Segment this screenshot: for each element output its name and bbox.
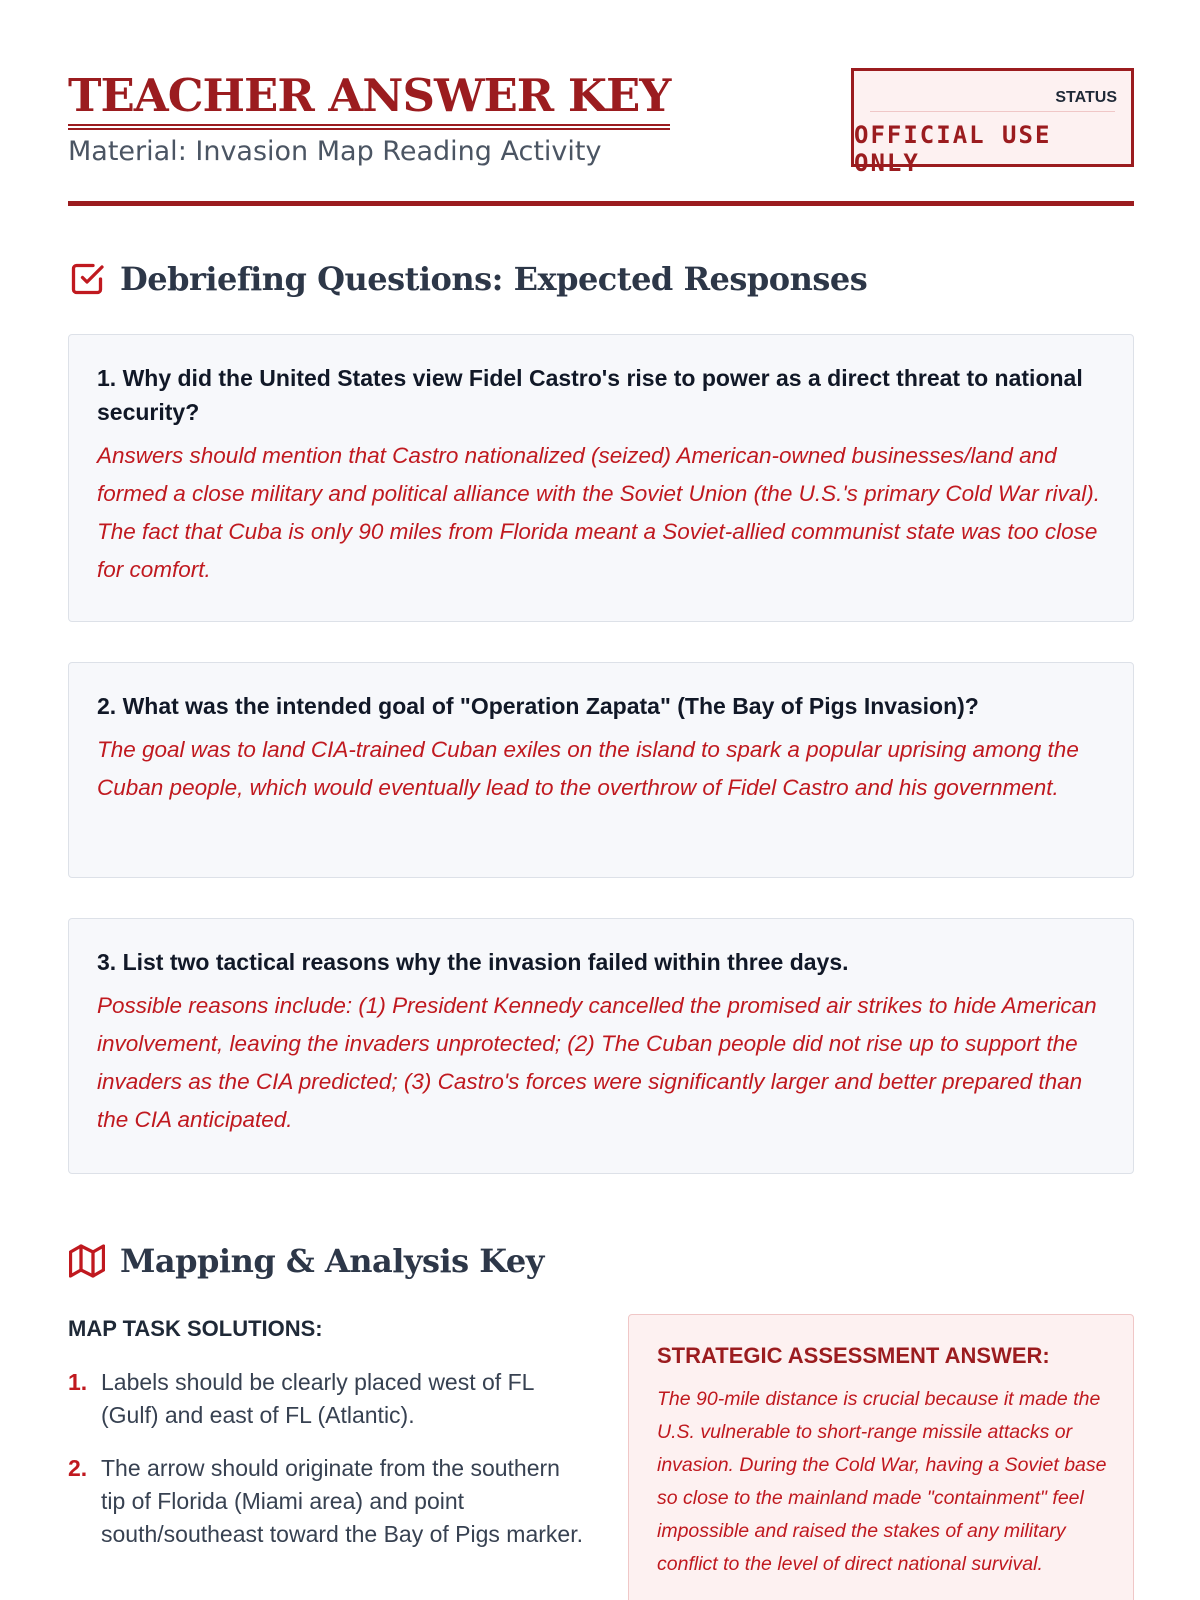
answer-key-page <box>68 0 1134 1600</box>
status-value: OFFICIAL USE ONLY <box>854 121 1052 177</box>
list-item-text: Labels should be clearly placed west of FL (Gulf) and east of FL (Atlantic). <box>101 1369 534 1428</box>
question-3: 3. List two tactical reasons why the invasion failed within three days. <box>97 949 849 975</box>
assessment-text: The 90-mile distance is crucial because it made the U.S. vulnerable to short-range missile attacks or invasion. During the Cold War, having a Soviet base so close to the mainland made "containment" feel impossible and raised the stakes of any military conflict to the level of direct national survival. <box>657 1388 1107 1575</box>
list-item-text: The arrow should originate from the southern tip of Florida (Miami area) and point south/southeast toward the Bay of Pigs marker. <box>101 1455 583 1547</box>
qa-card-1 <box>68 334 1134 622</box>
qa-card-3 <box>68 918 1134 1174</box>
status-divider <box>870 111 1115 112</box>
debrief-heading: Debriefing Questions: Expected Responses <box>120 260 868 298</box>
debrief-section-title <box>68 260 867 298</box>
page-title: TEACHER ANSWER KEY <box>68 68 670 130</box>
qa-card-2 <box>68 662 1134 878</box>
map-task-list <box>68 1366 588 1551</box>
map-tasks-heading: MAP TASK SOLUTIONS: <box>68 1316 323 1341</box>
list-item <box>68 1452 588 1551</box>
question-1: 1. Why did the United States view Fidel Castro's rise to power as a direct threat to national security? <box>97 365 1083 425</box>
page-subtitle: Material: Invasion Map Reading Activity <box>68 136 602 167</box>
answer-1: Answers should mention that Castro nationalized (seized) American-owned businesses/land and formed a close military and political alliance with the Soviet Union (the U.S.'s primary Cold War rival). The fact that Cuba is only 90 miles from Florida meant a Soviet-allied communist state was too close for comfort. <box>97 443 1101 582</box>
page-header <box>68 68 1134 208</box>
assessment-title: STRATEGIC ASSESSMENT ANSWER: <box>657 1343 1050 1368</box>
header-divider <box>68 201 1134 206</box>
map-icon <box>68 1242 106 1280</box>
status-badge <box>851 68 1134 177</box>
mapping-heading: Mapping & Analysis Key <box>120 1242 544 1280</box>
list-item-number: 1. <box>68 1369 88 1395</box>
map-task-solutions <box>68 1316 588 1571</box>
title-block <box>68 68 670 167</box>
list-item-number: 2. <box>68 1455 88 1481</box>
strategic-assessment-box <box>628 1314 1134 1600</box>
question-2: 2. What was the intended goal of "Operation Zapata" (The Bay of Pigs Invasion)? <box>97 693 979 719</box>
list-item <box>68 1366 588 1432</box>
mapping-section-title <box>68 1242 544 1280</box>
checkbox-icon <box>68 260 106 298</box>
answer-3: Possible reasons include: (1) President Kennedy cancelled the promised air strikes to hide American involvement, leaving the invaders unprotected; (2) The Cuban people did not rise up to support the invaders as the CIA predicted; (3) Castro's forces were significantly larger and better prepared than the CIA anticipated. <box>97 993 1097 1132</box>
answer-2: The goal was to land CIA-trained Cuban exiles on the island to spark a popular uprising among the Cuban people, which would eventually lead to the overthrow of Fidel Castro and his government. <box>97 737 1079 800</box>
status-label: STATUS <box>1055 89 1117 106</box>
